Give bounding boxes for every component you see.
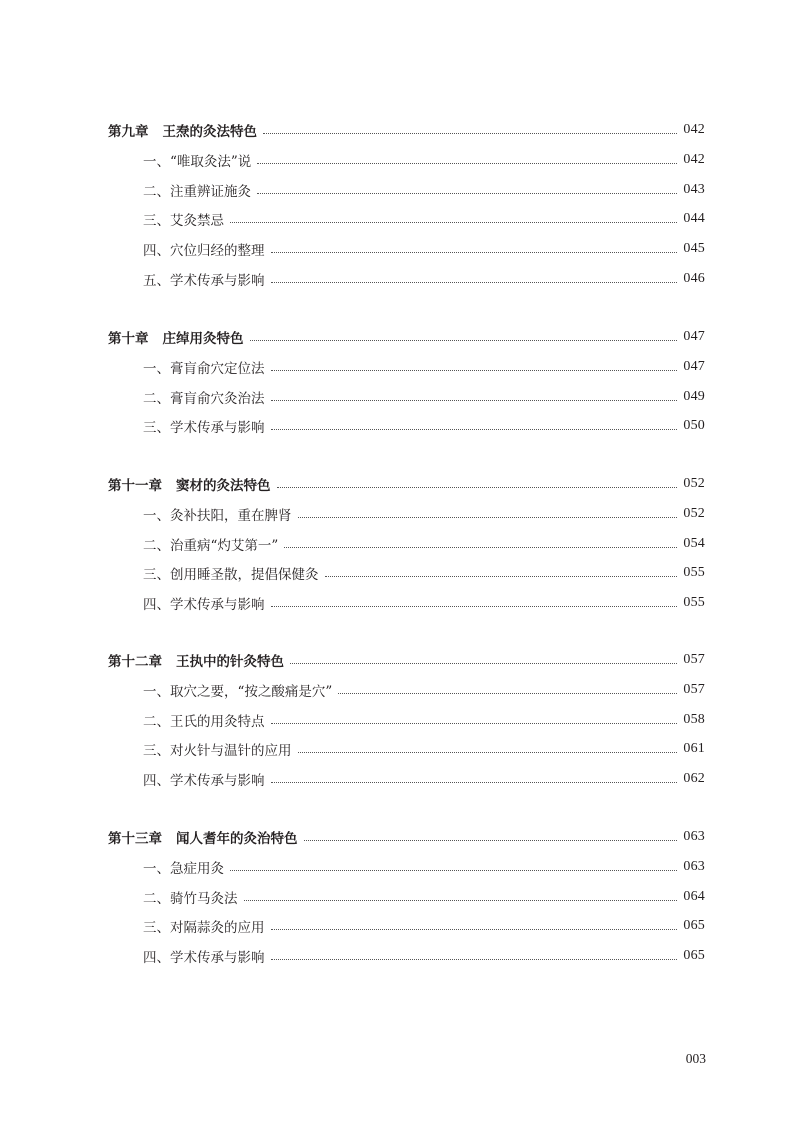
toc-chapter-entry[interactable] xyxy=(108,326,705,348)
toc-chapter-entry[interactable] xyxy=(108,473,705,495)
chapter-title: 王焘的灸法特色 xyxy=(162,124,257,140)
dot-leader xyxy=(338,692,677,694)
section-title: 三、对火针与温针的应用 xyxy=(143,743,292,760)
toc-section-entry[interactable] xyxy=(143,768,705,790)
dot-leader xyxy=(263,132,677,134)
dot-leader xyxy=(244,899,678,901)
section-page-number: 064 xyxy=(683,888,705,904)
toc-section-entry[interactable] xyxy=(143,679,705,701)
chapter-page-number: 063 xyxy=(683,829,705,844)
chapter-heading xyxy=(108,650,284,670)
toc-section-entry[interactable] xyxy=(143,856,705,878)
dot-leader xyxy=(230,869,677,871)
section-title: 五、学术传承与影响 xyxy=(143,272,265,289)
section-page-number: 050 xyxy=(683,418,705,434)
dot-leader xyxy=(271,369,678,371)
dot-leader xyxy=(271,958,678,960)
section-page-number: 052 xyxy=(683,506,705,521)
dot-leader xyxy=(271,781,678,783)
chapter-heading xyxy=(108,327,244,347)
dot-leader xyxy=(304,839,678,841)
dot-leader xyxy=(271,722,678,724)
chapter-number: 第九章 xyxy=(108,124,149,140)
dot-leader xyxy=(271,281,678,283)
section-title: 一、取穴之要，“按之酸痛是穴” xyxy=(143,684,333,700)
dot-leader xyxy=(284,546,677,548)
toc-section-entry[interactable] xyxy=(143,562,705,584)
section-title: 三、对隔蒜灸的应用 xyxy=(143,920,265,937)
chapter-title: 王执中的针灸特色 xyxy=(176,654,284,670)
chapter-number: 第十一章 xyxy=(108,478,162,494)
section-title: 二、骑竹马灸法 xyxy=(143,890,238,907)
section-title: 二、注重辨证施灸 xyxy=(143,183,251,200)
section-page-number: 055 xyxy=(683,595,705,611)
dot-leader xyxy=(250,339,678,341)
dot-leader xyxy=(298,751,678,753)
chapter-number: 第十章 xyxy=(108,331,149,347)
dot-leader xyxy=(230,221,677,223)
chapter-page-number: 057 xyxy=(683,652,705,667)
dot-leader xyxy=(290,662,677,664)
dot-leader xyxy=(257,162,677,164)
section-title: 三、创用睡圣散，提倡保健灸 xyxy=(143,567,319,584)
toc-section-entry[interactable] xyxy=(143,709,705,731)
toc-section-entry[interactable] xyxy=(143,356,705,378)
dot-leader xyxy=(325,575,678,577)
toc-chapter-entry[interactable] xyxy=(108,826,705,848)
section-page-number: 047 xyxy=(683,359,705,374)
section-page-number: 065 xyxy=(683,918,705,934)
chapter-number: 第十三章 xyxy=(108,831,162,847)
section-page-number: 042 xyxy=(683,152,705,167)
chapter-heading xyxy=(108,827,298,847)
section-title: 四、穴位归经的整理 xyxy=(143,243,265,260)
page-number: 003 xyxy=(685,1051,706,1066)
section-title: 一、急症用灸 xyxy=(143,861,224,877)
toc-section-entry[interactable] xyxy=(143,268,705,290)
toc-section-entry[interactable] xyxy=(143,915,705,937)
chapter-page-number: 042 xyxy=(683,122,705,137)
section-page-number: 065 xyxy=(683,948,705,964)
section-title: 二、膏肓俞穴灸治法 xyxy=(143,390,265,407)
dot-leader xyxy=(271,399,678,401)
dot-leader xyxy=(298,516,678,518)
toc-chapter-entry[interactable] xyxy=(108,119,705,141)
toc-section-entry[interactable] xyxy=(143,238,705,260)
chapter-title: 闻人耆年的灸治特色 xyxy=(176,831,298,847)
section-title: 二、治重病“灼艾第一” xyxy=(143,537,279,554)
toc-section-entry[interactable] xyxy=(143,149,705,171)
section-title: 一、膏肓俞穴定位法 xyxy=(143,361,265,377)
chapter-title: 庄绰用灸特色 xyxy=(162,331,244,347)
chapter-heading xyxy=(108,474,271,494)
section-title: 一、“唯取灸法”说 xyxy=(143,154,252,170)
dot-leader xyxy=(271,928,678,930)
dot-leader xyxy=(271,251,678,253)
section-page-number: 054 xyxy=(683,535,705,551)
section-title: 三、艾灸禁忌 xyxy=(143,213,224,230)
toc-section-entry[interactable] xyxy=(143,886,705,908)
section-title: 一、灸补扶阳，重在脾肾 xyxy=(143,508,292,524)
toc-section-entry[interactable] xyxy=(143,415,705,437)
chapter-heading xyxy=(108,120,257,140)
section-title: 四、学术传承与影响 xyxy=(143,950,265,967)
section-page-number: 062 xyxy=(683,771,705,787)
section-page-number: 046 xyxy=(683,270,705,286)
section-title: 三、学术传承与影响 xyxy=(143,420,265,437)
toc-section-entry[interactable] xyxy=(143,738,705,760)
chapter-number: 第十二章 xyxy=(108,654,162,670)
section-page-number: 061 xyxy=(683,741,705,757)
section-page-number: 049 xyxy=(683,388,705,404)
chapter-title: 窦材的灸法特色 xyxy=(176,478,271,494)
toc-section-entry[interactable] xyxy=(143,503,705,525)
chapter-page-number: 047 xyxy=(683,329,705,344)
section-page-number: 044 xyxy=(683,211,705,227)
section-page-number: 055 xyxy=(683,565,705,581)
toc-chapter-entry[interactable] xyxy=(108,649,705,671)
section-page-number: 058 xyxy=(683,711,705,727)
section-page-number: 043 xyxy=(683,181,705,197)
toc-section-entry[interactable] xyxy=(143,592,705,614)
section-title: 二、王氏的用灸特点 xyxy=(143,713,265,730)
dot-leader xyxy=(277,486,678,488)
dot-leader xyxy=(271,605,678,607)
toc-section-entry[interactable] xyxy=(143,533,705,555)
section-page-number: 063 xyxy=(683,859,705,874)
section-page-number: 057 xyxy=(683,682,705,697)
section-page-number: 045 xyxy=(683,241,705,257)
section-title: 四、学术传承与影响 xyxy=(143,597,265,614)
dot-leader xyxy=(257,192,677,194)
section-title: 四、学术传承与影响 xyxy=(143,773,265,790)
chapter-page-number: 052 xyxy=(683,476,705,491)
toc-section-entry[interactable] xyxy=(143,208,705,230)
toc-section-entry[interactable] xyxy=(143,386,705,408)
dot-leader xyxy=(271,428,678,430)
toc-section-entry[interactable] xyxy=(143,945,705,967)
toc-section-entry[interactable] xyxy=(143,179,705,201)
